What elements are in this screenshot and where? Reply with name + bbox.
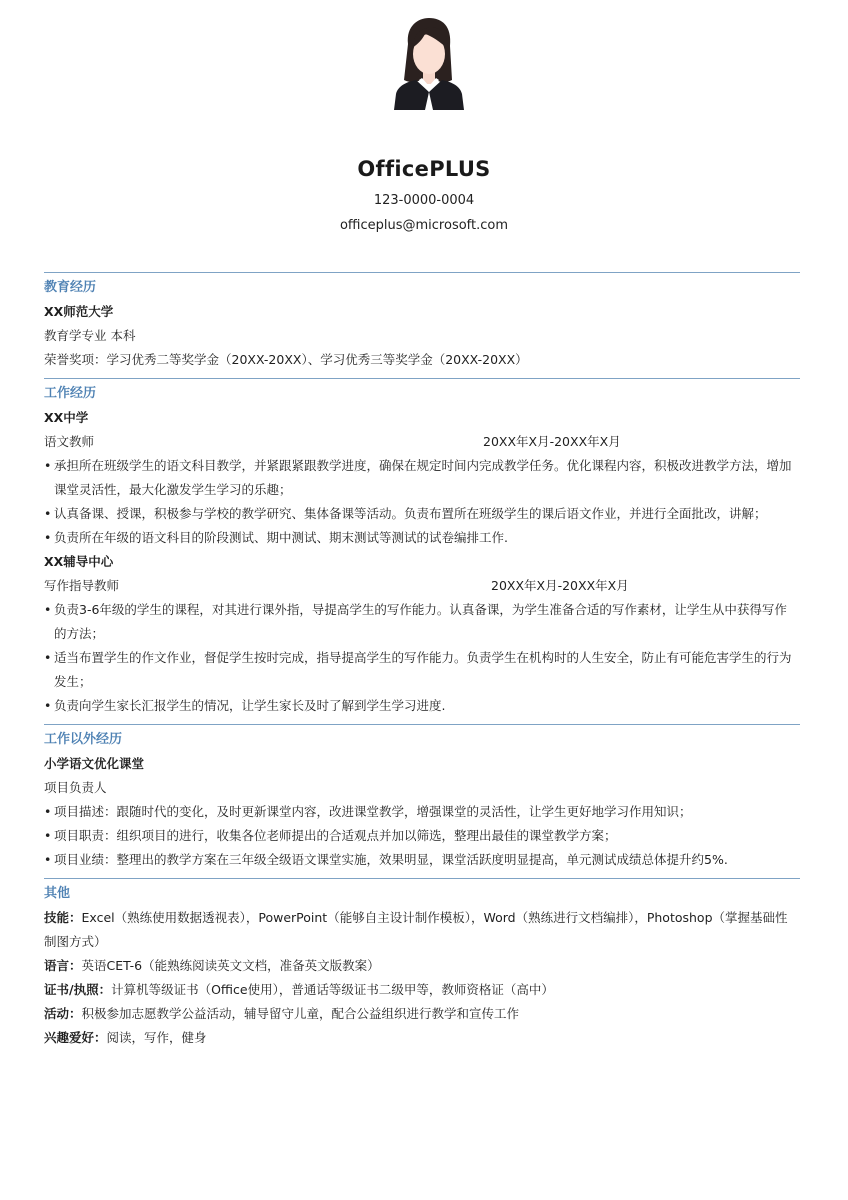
other-label: 语言： [44, 958, 82, 973]
other-text: 计算机等级证书（Office使用），普通话等级证书二级甲等，教师资格证（高中） [111, 982, 554, 997]
phone-number: 123-0000-0004 [373, 193, 475, 208]
avatar-icon [392, 16, 464, 110]
section-divider [44, 724, 800, 725]
other-label: 技能： [44, 910, 82, 925]
job-bullets [44, 598, 798, 718]
job-period: 20XX年X月-20XX年X月 [483, 434, 621, 449]
section-title-other: 其他 [44, 886, 71, 901]
project-role: 项目负责人 [44, 780, 107, 795]
job-period: 20XX年X月-20XX年X月 [491, 578, 629, 593]
list-item: • 负责向学生家长汇报学生的情况，让学生家长及时了解到学生学习进度. [44, 694, 798, 718]
other-text: 英语CET-6（能熟练阅读英文文档，准备英文版教案） [81, 958, 380, 973]
section-divider [44, 378, 800, 379]
list-item: • 负责3-6年级的学生的课程，对其进行课外指，导提高学生的写作能力。认真备课，为学生准备合适的写作素材，让学生从中获得写作的方法； [44, 598, 798, 646]
list-item: • 负责所在年级的语文科目的阶段测试、期中测试、期末测试等测试的试卷编排工作. [44, 526, 798, 550]
section-title-extra: 工作以外经历 [44, 732, 123, 747]
list-item: • 项目职责：组织项目的进行，收集各位老师提出的合适观点并加以筛选，整理出最佳的课堂教学方案； [44, 824, 798, 848]
job-role: 写作指导教师 [44, 578, 120, 593]
job-role: 语文教师 [44, 434, 95, 449]
job-role-row [44, 430, 798, 454]
resume-header [0, 154, 848, 238]
resume-body [44, 272, 798, 1050]
job-org: XX辅导中心 [44, 554, 114, 569]
project-name: 小学语文优化课堂 [44, 756, 145, 771]
list-item: • 项目描述：跟随时代的变化，及时更新课堂内容，改进课堂教学，增强课堂的灵活性，让学生更好地学习作用知识； [44, 800, 798, 824]
other-text: 积极参加志愿教学公益活动，辅导留守儿童，配合公益组织进行教学和宣传工作 [81, 1006, 520, 1021]
education-school: XX师范大学 [44, 304, 114, 319]
list-item: • 适当布置学生的作文作业，督促学生按时完成，指导提高学生的写作能力。负责学生在机构时的人生安全，防止有可能危害学生的行为发生； [44, 646, 798, 694]
email-address: officeplus@microsoft.com [339, 218, 509, 233]
list-item: • 承担所在班级学生的语文科目教学，并紧跟紧跟教学进度，确保在规定时间内完成教学任务。优化课程内容，积极改进教学方法，增加课堂灵活性，最大化激发学生学习的乐趣； [44, 454, 798, 502]
section-divider [44, 878, 800, 879]
project-bullets [44, 800, 798, 872]
other-certificates [44, 978, 798, 1002]
education-honors: 荣誉奖项：学习优秀二等奖学金（20XX-20XX）、学习优秀三等奖学金（20XX-20XX） [44, 352, 528, 367]
job-org: XX中学 [44, 410, 89, 425]
section-title-education: 教育经历 [44, 280, 97, 295]
other-label: 活动： [44, 1006, 82, 1021]
other-label: 兴趣爱好： [44, 1030, 107, 1045]
other-label: 证书/执照： [44, 982, 112, 997]
list-item: • 项目业绩：整理出的教学方案在三年级全级语文课堂实施，效果明显，课堂活跃度明显提高，单元测试成绩总体提升约5%. [44, 848, 798, 872]
job-bullets [44, 454, 798, 550]
other-skills [44, 906, 798, 954]
section-divider [44, 272, 800, 273]
education-major: 教育学专业 本科 [44, 328, 136, 343]
list-item: • 认真备课、授课，积极参与学校的教学研究、集体备课等活动。负责布置所在班级学生的课后语文作业，并进行全面批改，讲解； [44, 502, 798, 526]
other-hobbies [44, 1026, 798, 1050]
other-text: Excel（熟练使用数据透视表），PowerPoint（能够自主设计制作模板），Word（熟练进行文档编排），Photoshop（掌握基础性制图方式） [44, 910, 788, 949]
other-activities [44, 1002, 798, 1026]
section-title-work: 工作经历 [44, 386, 97, 401]
other-text: 阅读，写作，健身 [106, 1030, 207, 1045]
candidate-name: OfficePLUS [357, 157, 491, 181]
job-role-row [44, 574, 798, 598]
other-language [44, 954, 798, 978]
